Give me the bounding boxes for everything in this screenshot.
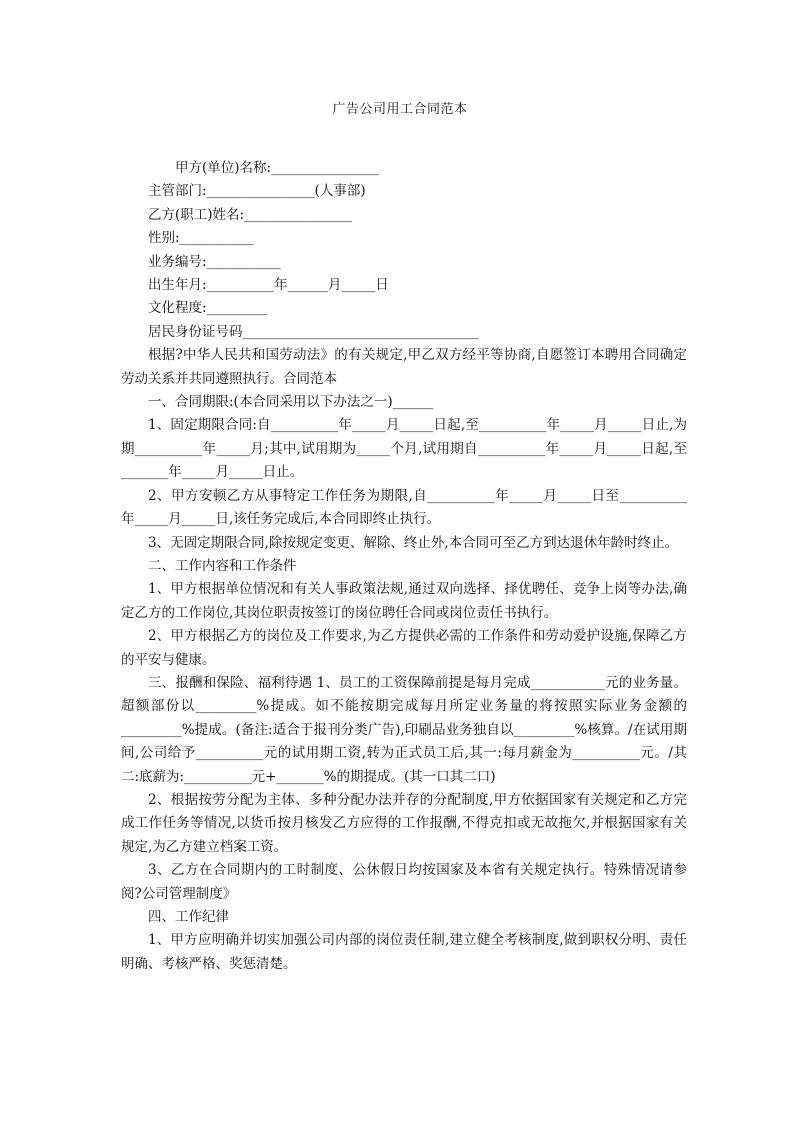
paragraph-work-conditions: 2、甲方根据乙方的岗位及工作要求,为乙方提供必需的工作条件和劳动爱护设施,保障乙方的平安与健康。 (121, 628, 687, 668)
paragraph-work-position: 1、甲方根据单位情况和有关人事政策法规,通过双向选择、择优聘任、竞争上岗等办法,确定乙方的工作岗位,其岗位职责按签订的岗位聘任合同或岗位责任书执行。 (121, 581, 687, 621)
paragraph-responsibility-system: 1、甲方应明确并切实加强公司内部的岗位责任制,建立健全考核制度,做到职权分明、责任明确、考核严格、奖惩清楚。 (121, 932, 687, 972)
paragraph-fixed-term: 1、固定期限合同:自__________年_____月_____日起,至__________年_____月_____日止,为期__________年_____月;其中,试用期为_____个月,试用期自__________年_____月_____日起,至_______年_____月_____日止。 (121, 417, 687, 481)
field-department: 主管部门:________________(人事部) (148, 183, 366, 200)
field-id-number: 居民身份证号码___________________________________ (148, 323, 479, 340)
field-gender: 性别:___________ (148, 230, 254, 247)
field-education: 文化程度:_________ (148, 300, 268, 317)
paragraph-compensation: 三、报酬和保险、福利待遇 1、员工的工资保障前提是每月完成___________元的业务量。超额部份以_________%提成。如不能按期完成每月所定业务量的将按照实际业务金额的_________%提成。(备注:适合于报刊分类广告),印刷品业务独自以_________%核算。/在试用期间,公司给予__________元的试用期工资,转为正式员工后,其一:每月薪金为__________元。/其二:底薪为:__________元+_______%的期提成。(其一口其二口) (121, 674, 687, 785)
paragraph-task-term: 2、甲方安顿乙方从事特定工作任务为期限,自__________年_____月_____日至__________年_____月_____日,该任务完成后,本合同即终止执行。 (121, 487, 687, 528)
field-business-number: 业务编号:___________ (148, 253, 281, 270)
paragraph-open-term: 3、无固定期限合同,除按规定变更、解除、终止外,本合同可至乙方到达退休年龄时终止。 (148, 534, 679, 551)
paragraph-preamble: 根据?中华人民共和国劳动法》的有关规定,甲乙双方经平等协商,自愿签订本聘用合同确定劳动关系并共同遵照执行。合同范本 (121, 347, 687, 387)
paragraph-salary-distribution: 2、根据按劳分配为主体、多种分配办法并存的分配制度,甲方依据国家有关规定和乙方完成工作任务等情况,以货币按月核发乙方应得的工作报酬,不得克扣或无故拖欠,并根据国家有关规定,为乙方建立档案工资。 (121, 791, 687, 855)
section-heading-work-content: 二、工作内容和工作条件 (148, 557, 297, 574)
paragraph-working-hours: 3、乙方在合同期内的工时制度、公休假日均按国家及本省有关规定执行。特殊情况请参阅?公司管理制度》 (121, 862, 687, 902)
document-body (121, 157, 687, 976)
field-birth-date: 出生年月:__________年______月_____日 (148, 277, 389, 294)
section-heading-contract-term: 一、合同期限:(本合同采用以下办法之一)______ (148, 394, 434, 411)
field-party-b-name: 乙方(职工)姓名:________________ (148, 206, 353, 223)
section-heading-discipline: 四、工作纪律 (148, 909, 229, 925)
document-title: 广告公司用工合同范本 (332, 102, 468, 117)
field-party-a-name: 甲方(单位)名称:________________ (175, 160, 380, 176)
